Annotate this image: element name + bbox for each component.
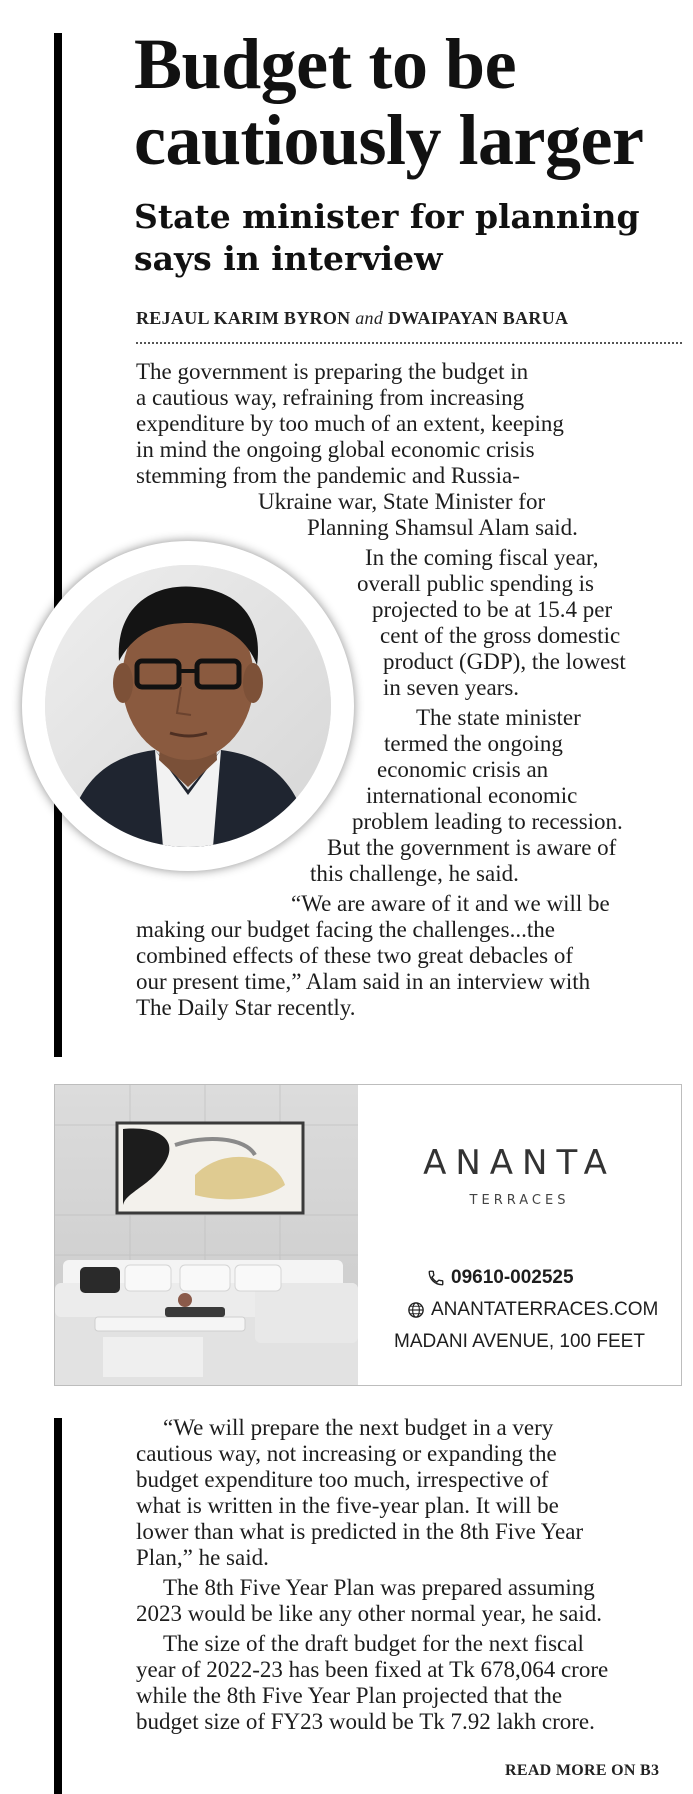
text-line: problem leading to recession.	[352, 809, 623, 834]
text-line: economic crisis an	[377, 757, 549, 782]
text-line: budget size of FY23 would be Tk 7.92 lakh crore.	[136, 1709, 595, 1734]
text-line: The 8th Five Year Plan was prepared assuming	[163, 1575, 595, 1600]
text-line: while the 8th Five Year Plan projected that the	[136, 1683, 563, 1708]
text-line: cent of the gross domestic	[380, 623, 621, 648]
text-line: international economic	[366, 783, 578, 808]
text-line: But the government is aware of	[327, 835, 617, 860]
ad-interior-photo	[55, 1085, 358, 1385]
ad-brand-subtitle: TERRACES	[469, 1193, 570, 1208]
text-line: in mind the ongoing global economic crisis	[136, 437, 535, 462]
text-line: The size of the draft budget for the next fiscal	[163, 1631, 584, 1656]
subheadline-line-2: says in interview	[134, 239, 443, 278]
text-line: making our budget facing the challenges...the	[136, 917, 555, 942]
text-line: The Daily Star recently.	[136, 995, 356, 1020]
text-line: projected to be at 15.4 per	[372, 597, 613, 622]
text-line: Plan,” he said.	[136, 1545, 269, 1570]
read-more-link[interactable]: READ MORE ON B3	[505, 1762, 660, 1779]
text-line: this challenge, he said.	[310, 861, 519, 886]
text-line: what is written in the five-year plan. It will be	[136, 1493, 559, 1518]
text-line: Ukraine war, State Minister for	[258, 489, 546, 514]
text-line: termed the ongoing	[384, 731, 563, 756]
advertisement	[54, 1084, 682, 1386]
text-line: “We are aware of it and we will be	[291, 891, 610, 916]
byline-author-1: REJAUL KARIM BYRON	[136, 308, 351, 328]
phone-icon	[427, 1269, 445, 1287]
ad-address: MADANI AVENUE, 100 FEET	[394, 1331, 645, 1352]
byline-author-2: DWAIPAYAN BARUA	[387, 308, 569, 328]
headline-line-1: Budget to be	[134, 24, 517, 104]
text-line: overall public spending is	[357, 571, 594, 596]
ad-website	[407, 1299, 682, 1321]
subheadline-line-1: State minister for planning	[134, 197, 640, 236]
text-line: 2023 would be like any other normal year, he said.	[136, 1601, 602, 1626]
headline-line-2: cautiously larger	[134, 100, 644, 180]
text-line: our present time,” Alam said in an interview with	[136, 969, 591, 994]
column-rule-bottom	[54, 1418, 62, 1794]
text-line: In the coming fiscal year,	[365, 545, 599, 570]
byline-divider	[136, 342, 682, 344]
text-line: The government is preparing the budget in	[136, 359, 529, 384]
subheadline	[134, 196, 693, 280]
text-line: year of 2022-23 has been fixed at Tk 678,064 crore	[136, 1657, 609, 1682]
text-line: in seven years.	[383, 675, 520, 700]
text-line: product (GDP), the lowest	[383, 649, 626, 674]
headline	[134, 26, 693, 178]
ad-brand-name: ANANTA	[423, 1143, 616, 1183]
portrait-photo	[45, 565, 331, 847]
byline-and: and	[355, 308, 384, 328]
text-line: lower than what is predicted in the 8th Five Year	[136, 1519, 584, 1544]
text-line: “We will prepare the next budget in a very	[163, 1415, 554, 1440]
ad-website-url: ANANTATERRACES.COM	[431, 1299, 659, 1320]
globe-icon	[407, 1301, 425, 1319]
text-line: budget expenditure too much, irrespective of	[136, 1467, 549, 1492]
text-line: Planning Shamsul Alam said.	[307, 515, 578, 540]
ad-phone	[427, 1267, 682, 1289]
text-line: a cautious way, refraining from increasing	[136, 385, 525, 410]
ad-phone-number: 09610-002525	[451, 1267, 574, 1288]
text-line: cautious way, not increasing or expanding the	[136, 1441, 557, 1466]
text-line: combined effects of these two great debacles of	[136, 943, 574, 968]
text-line: stemming from the pandemic and Russia-	[136, 463, 520, 488]
text-line: expenditure by too much of an extent, keeping	[136, 411, 564, 436]
column-rule-top	[54, 33, 62, 1057]
byline	[136, 308, 686, 329]
text-line: The state minister	[416, 705, 581, 730]
